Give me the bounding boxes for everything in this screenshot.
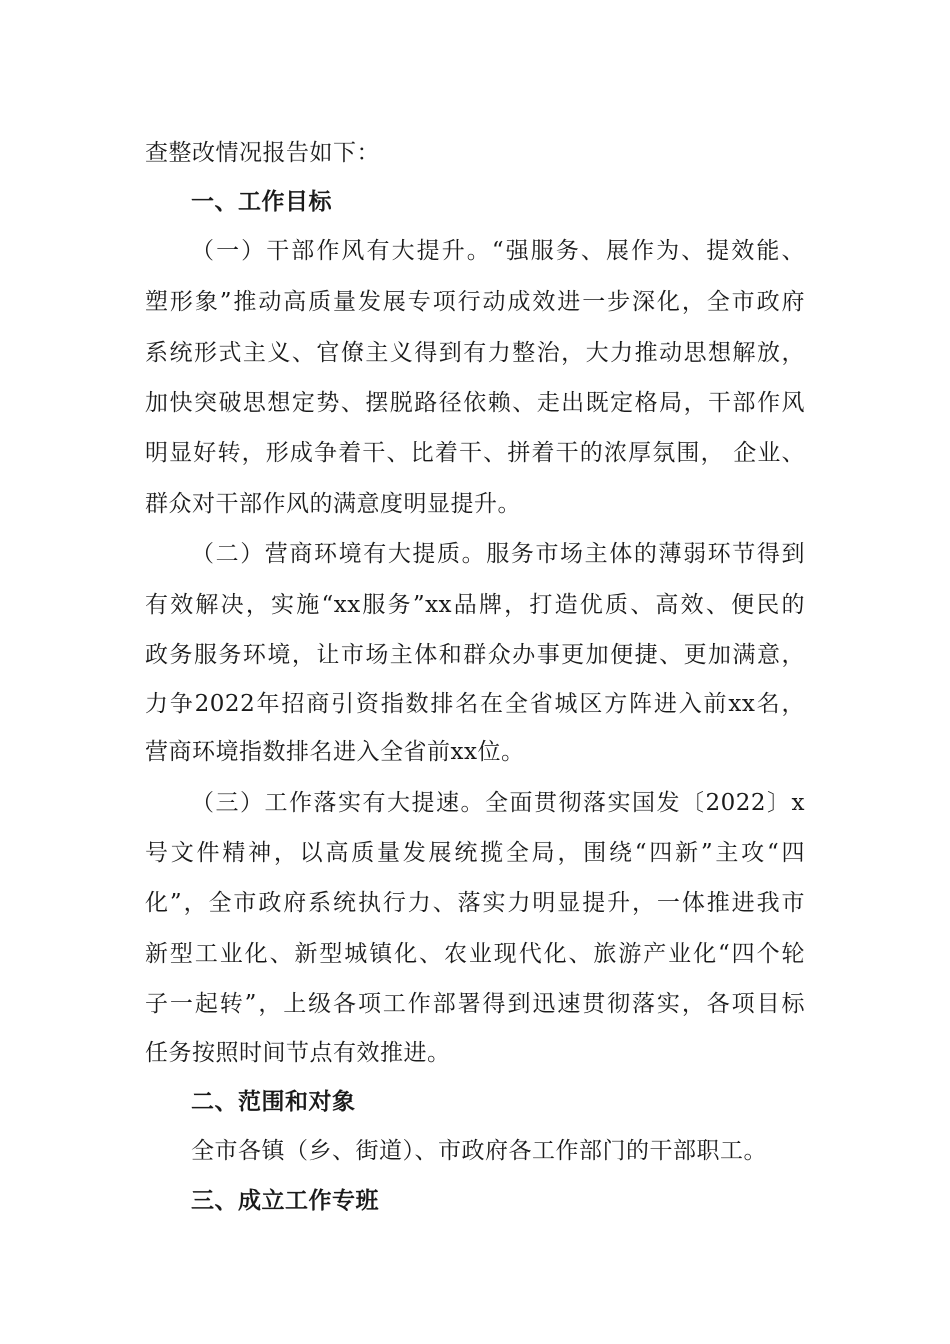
paragraph-line: （一）干部作风有大提升。“强服务、展作为、提效能、 (191, 238, 805, 264)
paragraph-line: 力争2022年招商引资指数排名在全省城区方阵进入前xx名， (145, 691, 805, 717)
paragraph-line: 塑形象”推动高质量发展专项行动成效进一步深化，全市政府 (145, 289, 805, 315)
intro-text: 查整改情况报告如下： (145, 140, 380, 166)
section-heading-taskforce: 三、成立工作专班 (191, 1188, 379, 1214)
paragraph-line: 任务按照时间节点有效推进。 (145, 1040, 451, 1066)
paragraph-line: 新型工业化、新型城镇化、农业现代化、旅游产业化“四个轮 (145, 941, 805, 967)
paragraph-line: 子一起转”，上级各项工作部署得到迅速贯彻落实，各项目标 (145, 991, 805, 1017)
paragraph-line: （三）工作落实有大提速。全面贯彻落实国发〔2022〕x (191, 790, 805, 816)
paragraph-line: 全市各镇（乡、街道）、市政府各工作部门的干部职工。 (191, 1138, 767, 1164)
section-heading-goals: 一、工作目标 (191, 189, 332, 215)
paragraph-line: 化”，全市政府系统执行力、落实力明显提升，一体推进我市 (145, 890, 805, 916)
paragraph-line: 号文件精神，以高质量发展统揽全局，围绕“四新”主攻“四 (145, 840, 805, 866)
paragraph-line: 政务服务环境，让市场主体和群众办事更加便捷、更加满意， (145, 642, 805, 668)
section-heading-scope: 二、范围和对象 (191, 1089, 356, 1115)
paragraph-line: 群众对干部作风的满意度明显提升。 (145, 491, 521, 517)
paragraph-line: 有效解决，实施“xx服务”xx品牌，打造优质、高效、便民的 (145, 592, 805, 618)
paragraph-line: 营商环境指数排名进入全省前xx位。 (145, 739, 525, 765)
paragraph-line: 加快突破思想定势、摆脱路径依赖、走出既定格局，干部作风 (145, 390, 805, 416)
paragraph-line: 明显好转，形成争着干、比着干、拼着干的浓厚氛围， 企业、 (145, 440, 805, 466)
paragraph-line: （二）营商环境有大提质。服务市场主体的薄弱环节得到 (191, 541, 805, 567)
paragraph-line: 系统形式主义、官僚主义得到有力整治，大力推动思想解放， (145, 340, 805, 366)
